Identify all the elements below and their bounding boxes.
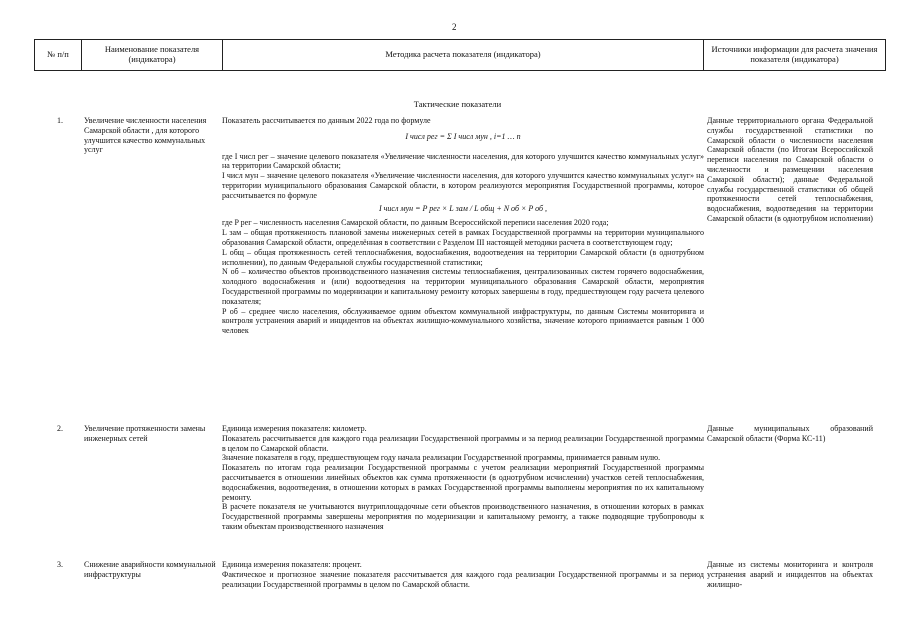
method-text: где P рег – численность населения Самарской области, по данным Всероссийской переписи населения 2020 года; (222, 218, 609, 228)
row-source: Данные территориального органа Федеральной службы государственной статистики по Самарской области о численности населения Самарской области (по Итогам Всероссийской переписи населения по Самарской области о численности и размещении населения Самарской области); данные Федеральной службы государственной статистики об общей протяженности сетей теплоснабжения, водоснабжения, водоотведения на территории Самарской области (в однотрубном исполнении) (707, 116, 873, 223)
header-col-source: Источники информации для расчета значения показателя (индикатора) (711, 44, 878, 64)
method-text: P об – среднее число населения, обслуживаемое одним объектом коммунальной инфраструктуры, по данным Системы мониторинга и контроля устранения аварий и инцидентов на объектах жилищно-коммунального хозяйства, значение которого принимается равным 1 000 человек (222, 306, 704, 336)
header-col-name: Наименование показателя (индикатора) (82, 40, 223, 70)
method-text: Единица измерения показателя: процент. (222, 560, 362, 569)
row-method (222, 424, 704, 532)
table-header (34, 39, 886, 71)
method-text: Показатель рассчитывается для каждого года реализации Государственной программы и за период реализации Государственной программы в целом по Самарской области. (222, 433, 704, 453)
method-text: Значение показателя в году, предшествующем году начала реализации Государственной программы, принимается равным нулю. (222, 453, 661, 463)
method-text: Единица измерения показателя: километр. (222, 424, 367, 433)
formula: I числ рег = Σ I числ мун , i=1 … n (405, 131, 521, 141)
row-name: Снижение аварийности коммунальной инфраструктуры (84, 560, 216, 579)
method-text: I числ мун – значение целевого показателя «Увеличение численности населения, для которого улучшится качество коммунальных услуг» на территории муниципального образования Самарской области, в котором реализуются мероприятия Государственной программы, которое рассчитывается по формуле (222, 171, 704, 200)
formula: I числ мун = P рег × L зам / L общ + N об × P об , (378, 203, 548, 213)
row-name: Увеличение протяженности замены инженерных сетей (84, 424, 206, 443)
row-method (222, 116, 704, 336)
header-col-number: № п/п (35, 40, 82, 70)
header-col-method: Методика расчета показателя (индикатора) (223, 40, 704, 70)
method-text: L зам – общая протяженность плановой замены инженерных сетей в рамках Государственной программы на территории муниципального образования Самарской области, определённая в соответствии с Разделом III настоящей методики расчета в соответствующем году; (222, 228, 704, 247)
method-text: L общ – общая протяженность сетей теплоснабжения, водоснабжения, водоотведения на территории Самарской области (в однотрубном исполнении), по данным Федеральной службы государственной статистики; (222, 247, 704, 267)
method-text: Показатель рассчитывается по данным 2022 года по формуле (222, 116, 431, 125)
method-text: Фактическое и прогнозное значение показателя рассчитывается для каждого года реализации Государственной программы и за период реализации Государственной программы в целом по Самарской области. (222, 569, 704, 589)
method-text: где I числ рег – значение целевого показателя «Увеличение численности населения, для которого улучшится качество коммунальных услуг» на территории Самарской области; (222, 151, 704, 171)
row-number: 2. (57, 424, 63, 433)
method-text: N об – количество объектов производственного назначения системы теплоснабжения, централизованных систем горячего водоснабжения, холодного водоснабжения и (или) водоотведения на территории муниципального образования Самарской области, мероприятия Государственной программы по модернизации и капитальному ремонту которых завершены в году, предшествующем году расчета целевого показателя; (222, 267, 704, 306)
row-source: Данные из системы мониторинга и контроля устранения аварий и инцидентов на объектах жилищно- (707, 560, 873, 589)
row-source: Данные муниципальных образований Самарской области (Форма КС-11) (707, 424, 873, 443)
row-number: 3. (57, 560, 63, 569)
page-number: 2 (452, 22, 457, 32)
row-method (222, 560, 704, 589)
row-number: 1. (57, 116, 63, 125)
section-title: Тактические показатели (413, 99, 502, 109)
method-text: В расчете показателя не учитываются внутриплощадочные сети объектов производственного назначения, в отношении которых в рамках Государственной программы завершены мероприятия по модернизации и капитальному ремонту, а также подводящие трубопроводы к таким объектам производственного назначения (222, 502, 704, 531)
row-name: Увеличение численности населения Самарской области , для которого улучшится качество коммунальных услуг (84, 116, 207, 155)
method-text: Показатель по итогам года реализации Государственной программы с учетом реализации мероприятий Государственной программы рассчитывается в отношении линейных объектов как сумма протяженности (в однотрубном исчислении) участков сетей теплоснабжения, водоснабжения, водоотведения, в отношении которых в рамках Государственной программы выполнены мероприятия по их капитальному ремонту. (222, 463, 704, 502)
